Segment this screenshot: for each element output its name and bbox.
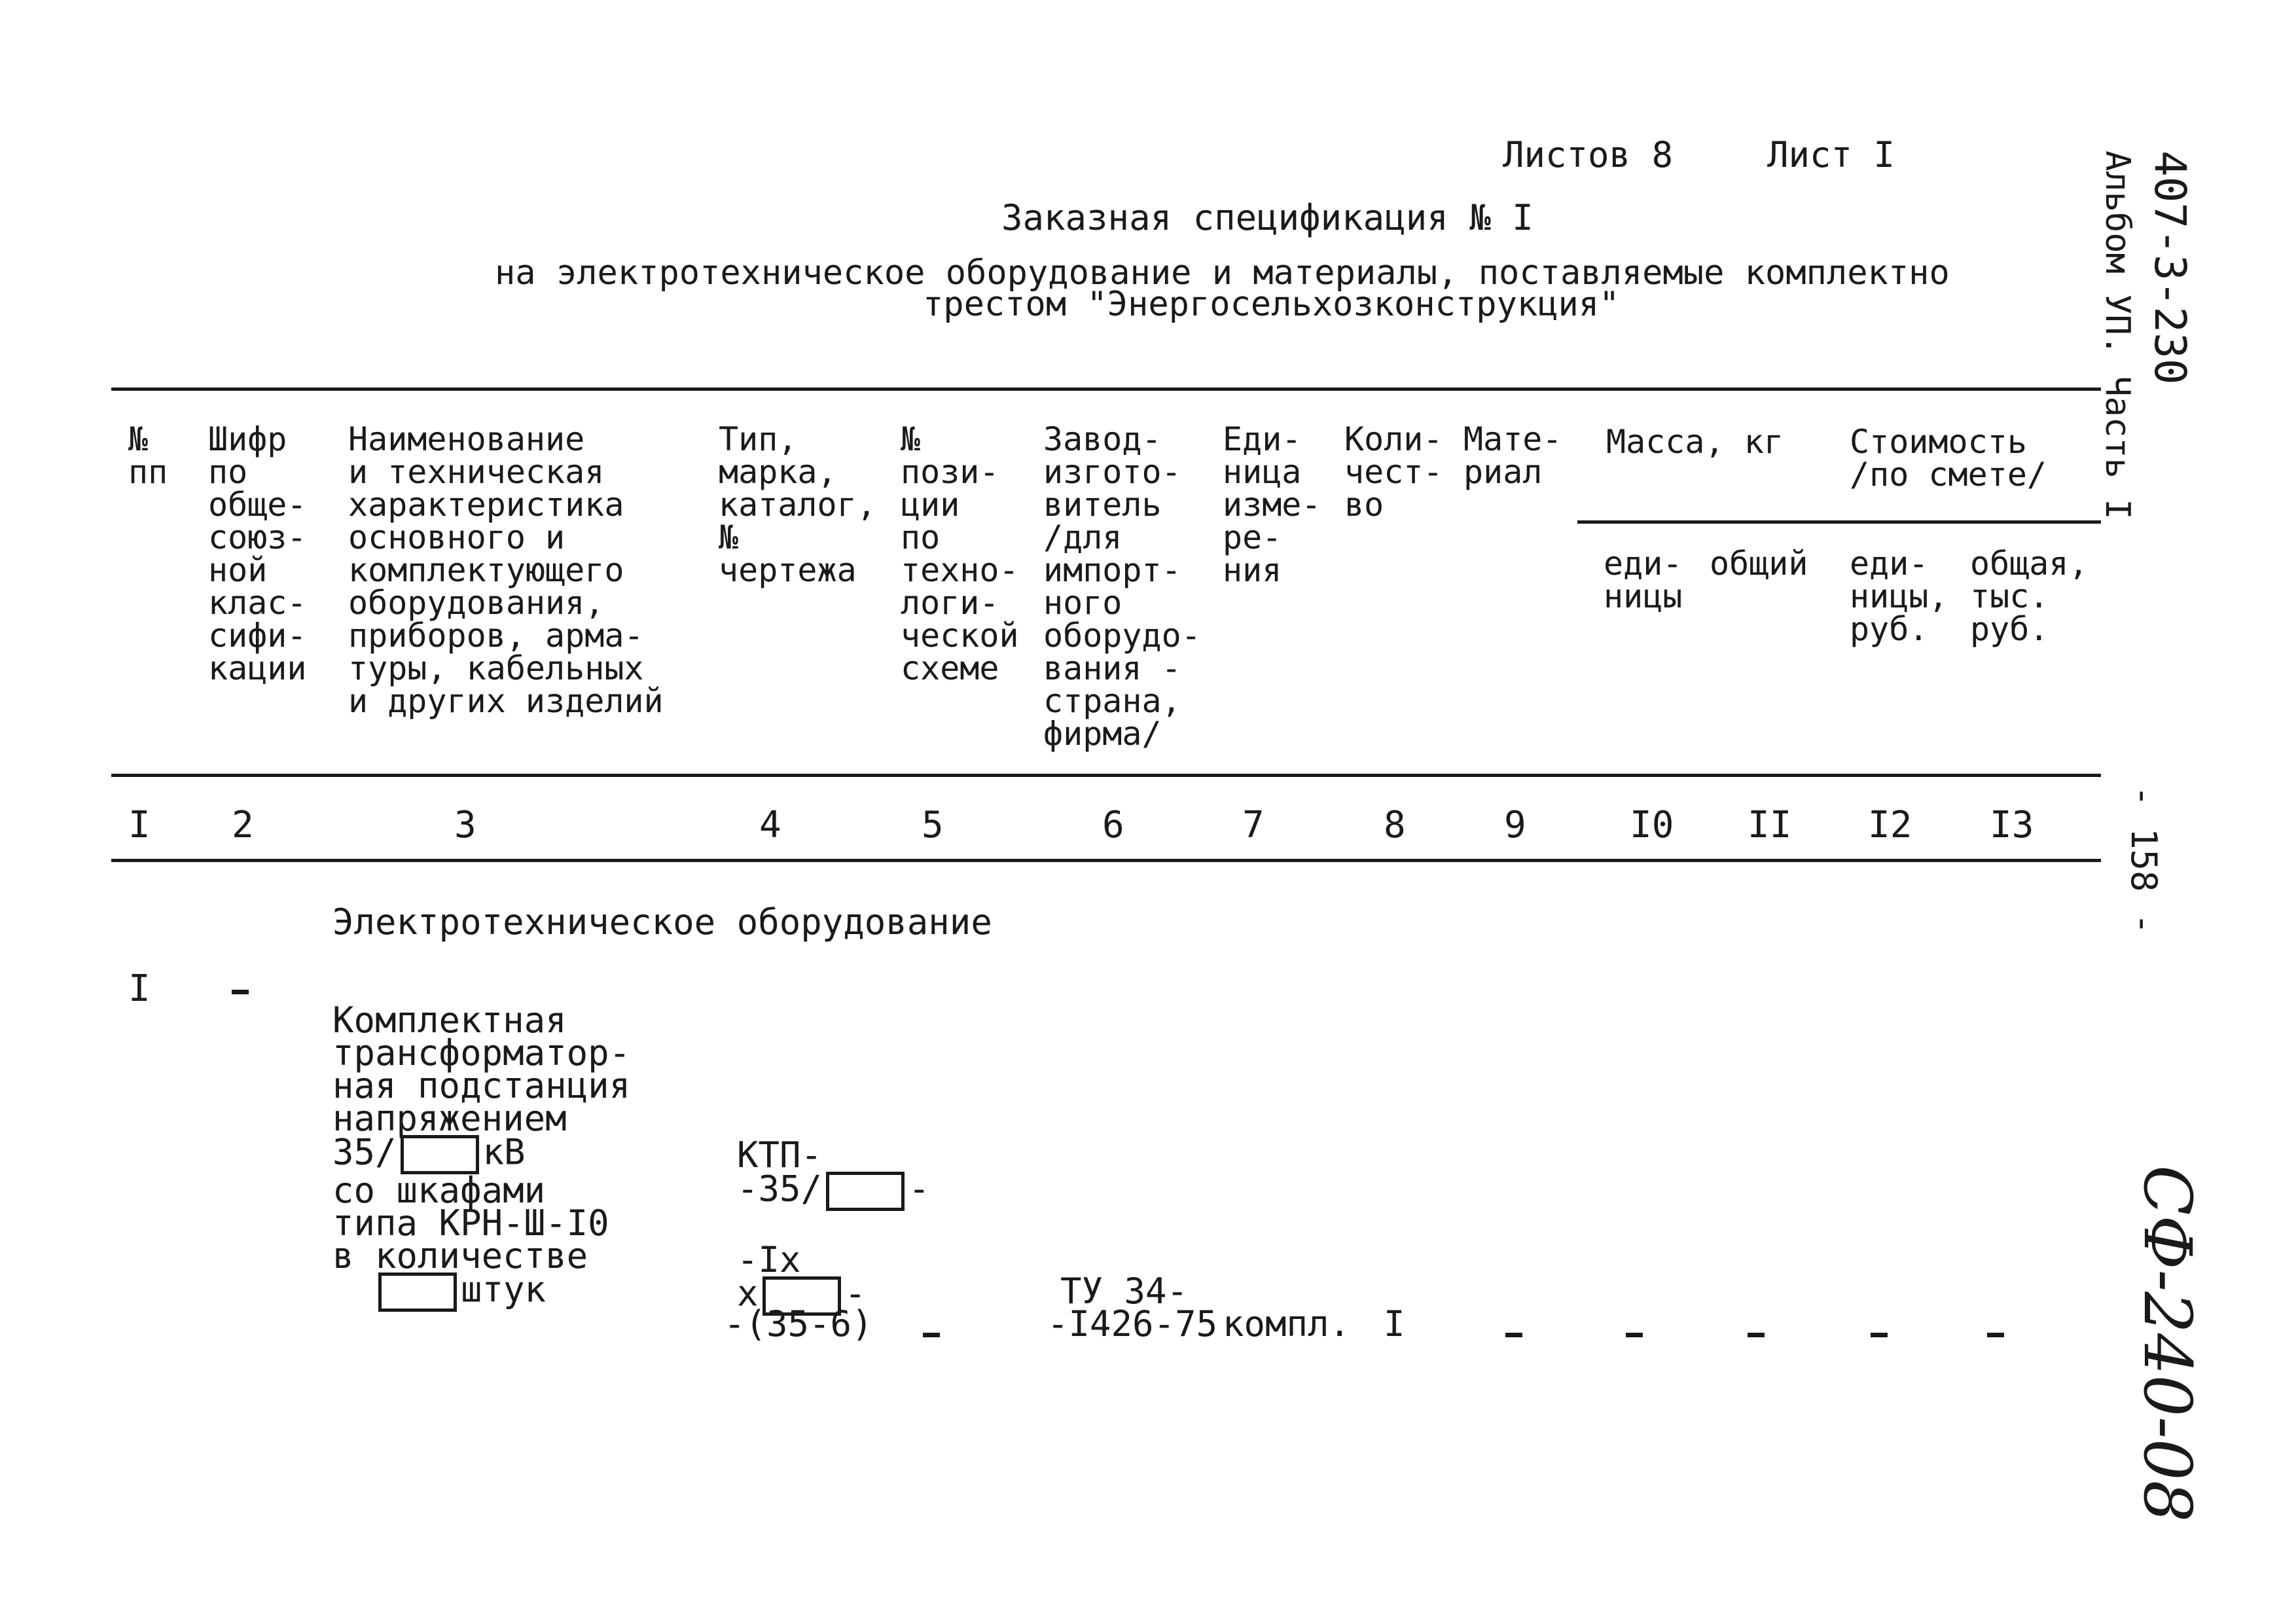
header-mass-total: общий — [1710, 545, 1808, 583]
header-bottom-rule — [111, 774, 2101, 777]
quantity-unit: штук — [461, 1269, 547, 1310]
item-name-quantity-line — [332, 1269, 630, 1312]
voltage-unit: кВ — [482, 1131, 526, 1173]
item-name-line: в количестве — [332, 1235, 588, 1276]
header-col-4: Тип, марка, каталог, № чертежа — [719, 420, 876, 589]
quantity-blank-box — [378, 1272, 457, 1312]
sheets-total: Листов 8 — [1503, 134, 1674, 175]
item-name-line: трансформатор- — [332, 1032, 631, 1074]
header-col-7: Еди- ница изме- ре- ния — [1223, 420, 1321, 589]
col-number-11: II — [1748, 804, 1792, 846]
header-col-6: Завод- изгото- витель /для импорт- ного оборудо- вания - страна, фирма/ — [1043, 420, 1201, 753]
cost-unit-dash — [1871, 1333, 1888, 1337]
position-dash — [923, 1333, 940, 1337]
page-number: - 158 - — [2123, 785, 2164, 935]
item-type-line — [737, 1168, 930, 1211]
item-name-line: ная подстанция — [332, 1065, 631, 1106]
section-heading: Электротехническое оборудование — [332, 901, 992, 943]
item-name-line: напряжением — [332, 1098, 567, 1139]
item-type-tail: -(35-6) — [724, 1303, 873, 1344]
item-type-text: х — [737, 1272, 759, 1314]
spec-subtitle-line2: трестом "Энергосельхозконструкция" — [923, 285, 1620, 324]
column-numbers-rule — [111, 859, 2101, 862]
col-number-6: 6 — [1102, 804, 1124, 846]
item-type-line: КТП- — [737, 1134, 823, 1176]
header-mass-unit: еди- ницы — [1604, 545, 1683, 615]
col-number-2: 2 — [232, 804, 254, 846]
quantity: I — [1384, 1303, 1405, 1344]
handwritten-note: СФ-240-08 — [2129, 1165, 2206, 1523]
cost-total-dash — [1987, 1333, 2004, 1337]
col-number-4: 4 — [759, 804, 781, 846]
item-name — [332, 971, 630, 1344]
maker-line1: ТУ 34- — [1060, 1271, 1189, 1312]
sheet-number: Лист I — [1767, 134, 1895, 175]
table-top-rule — [111, 388, 2101, 391]
col-number-7: 7 — [1242, 804, 1265, 846]
voltage-blank-box — [401, 1135, 479, 1174]
header-cost-unit: еди- ницы, руб. — [1850, 545, 1948, 648]
item-name-line: Комплектная — [332, 1000, 567, 1041]
maker-line2: -I426-75 — [1047, 1303, 1218, 1344]
col-number-5: 5 — [922, 804, 944, 846]
item-type-text: -35/ — [737, 1168, 823, 1210]
row-number: I — [128, 967, 151, 1010]
col-number-8: 8 — [1384, 804, 1406, 846]
col-number-10: I0 — [1630, 804, 1674, 846]
album-part: Альбом УП. Часть I — [2098, 151, 2137, 520]
mass-total-dash — [1748, 1333, 1765, 1337]
row-code-dash — [232, 990, 249, 994]
item-name-line: типа КРН-Ш-I0 — [332, 1202, 609, 1244]
material-dash — [1505, 1333, 1522, 1337]
voltage-prefix: 35/ — [332, 1131, 397, 1173]
header-cost: Стоимость /по смете/ — [1850, 423, 2047, 494]
item-type-text: - — [908, 1168, 930, 1210]
col-number-1: I — [128, 804, 151, 846]
col-number-13: I3 — [1990, 804, 2034, 846]
spec-title: Заказная спецификация № I — [1001, 197, 1534, 238]
document-code: 407-3-230 — [2145, 151, 2195, 385]
col-number-3: 3 — [454, 804, 476, 846]
header-col-2: Шифр по обще- союз- ной клас- сифи- кации — [208, 420, 307, 687]
mass-unit-dash — [1626, 1333, 1643, 1337]
header-col-8: Коли- чест- во — [1344, 420, 1443, 524]
spec-subtitle-line1: на электротехническое оборудование и материалы, поставляемые комплектно — [495, 253, 1950, 293]
unit-of-measure: компл. — [1223, 1303, 1351, 1344]
header-col-3: Наименование и техническая характеристика основного и комплектующего оборудования, приборов, арма- туры, кабельных и других изделий — [348, 420, 664, 720]
header-mass: Масса, кг — [1606, 423, 1784, 461]
item-type-text: - — [844, 1272, 867, 1314]
col-number-9: 9 — [1504, 804, 1526, 846]
item-type-line: -Iх — [737, 1239, 801, 1280]
mass-cost-subheader-rule — [1577, 520, 2101, 524]
header-col-1: № пп — [128, 420, 168, 491]
item-name-voltage-line — [332, 1131, 630, 1174]
header-cost-total: общая, тыс. руб. — [1970, 545, 2089, 648]
col-number-12: I2 — [1868, 804, 1912, 846]
header-col-5: № пози- ции по техно- логи- ческой схеме — [901, 420, 1019, 687]
item-name-line: со шкафами — [332, 1170, 546, 1211]
header-col-9: Мате- риал — [1463, 420, 1562, 491]
type-blank-box — [826, 1172, 905, 1211]
